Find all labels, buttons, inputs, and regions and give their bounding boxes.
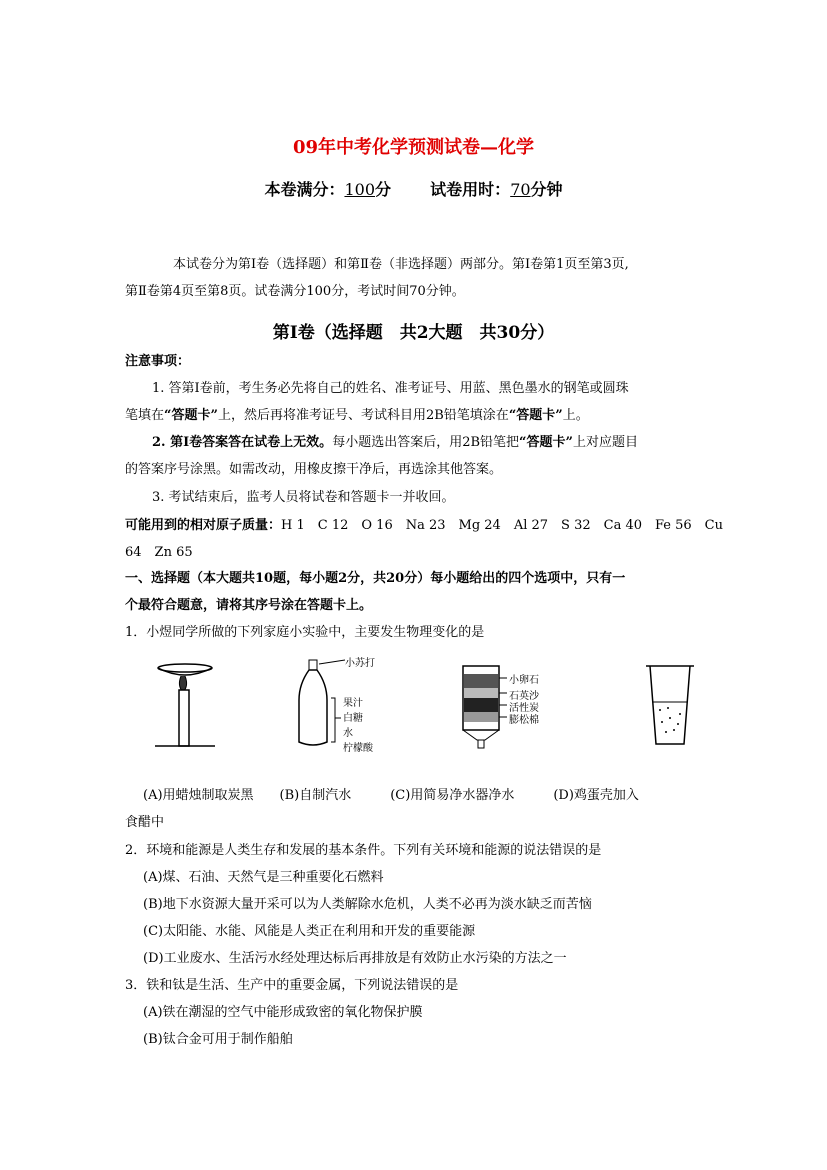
full-score-unit: 分 — [375, 180, 392, 199]
text-span: 每小题选出答案后，用2B铅笔把 — [332, 435, 520, 450]
section-heading: 第Ⅰ卷（选择题 共2大题 共30分） — [272, 323, 555, 343]
text-span: 笔填在 — [125, 408, 165, 423]
full-score-label: 本卷满分： — [264, 180, 345, 199]
notice-item-1a: 1. 答第Ⅰ卷前，考生务必先将自己的姓名、准考证号、用蓝、黑色墨水的钢笔或圆珠 — [152, 381, 629, 396]
label-sand: 石英沙 — [509, 691, 539, 702]
part1-line-2: 个最符合题意，请将其序号涂在答题卡上。 — [125, 598, 373, 613]
part1-line-1: 一、选择题（本大题共10题，每小题2分，共20分）每小题给出的四个选项中，只有一 — [125, 571, 626, 586]
notice-item-1b — [125, 403, 589, 429]
intro-line-1: 本试卷分为第Ⅰ卷（选择题）和第Ⅱ卷（非选择题）两部分。第Ⅰ卷第1页至第3页, — [173, 257, 629, 272]
label-sugar: 白糖 — [343, 713, 363, 724]
q2-option-c: (C)太阳能、水能、风能是人类正在利用和开发的重要能源 — [143, 924, 476, 939]
candle-dish-figure — [155, 660, 215, 750]
text-span: 上。 — [562, 408, 589, 423]
time-value: 70 — [510, 180, 531, 199]
notice-item-3: 3. 考试结束后，监考人员将试卷和答题卡一并收回。 — [152, 490, 455, 505]
q2-option-d: (D)工业废水、生活污水经处理达标后再排放是有效防止水污染的方法之一 — [143, 951, 567, 966]
answer-card-term: “答题卡” — [164, 408, 218, 423]
text-span: 上，然后再将准考证号、考试科目用2B铅笔填涂在 — [217, 408, 509, 423]
answer-card-term: “答题卡” — [508, 408, 563, 423]
beaker-figure — [640, 660, 700, 750]
text-span: 上对应题目 — [572, 435, 638, 450]
atomic-mass-label: 可能用到的相对原子质量： — [125, 518, 282, 533]
atomic-mass-line-2: 64 Zn 65 — [125, 545, 193, 560]
page-title: 09年中考化学预测试卷—化学 — [292, 137, 535, 158]
notice-item-2b: 的答案序号涂黑。如需改动，用橡皮擦干净后，再选涂其他答案。 — [125, 462, 503, 477]
q3-option-a: (A)铁在潮湿的空气中能形成致密的氧化物保护膜 — [143, 1005, 423, 1020]
full-score-value: 100 — [344, 180, 375, 199]
text-span: 2. 第Ⅰ卷答案答在试卷上无效。 — [152, 435, 333, 450]
label-water: 水 — [343, 728, 353, 739]
q3-stem: 3．铁和钛是生活、生产中的重要金属，下列说法错误的是 — [125, 978, 459, 993]
atomic-mass-line-1 — [125, 513, 723, 539]
label-citric: 柠檬酸 — [343, 743, 373, 754]
q1-options: (A)用蜡烛制取炭黑 (B)自制汽水 (C)用简易净水器净水 (D)鸡蛋壳加入 — [143, 788, 639, 803]
q2-option-a: (A)煤、石油、天然气是三种重要化石燃料 — [143, 870, 384, 885]
q1-options-cont: 食醋中 — [125, 815, 165, 830]
atomic-mass-values: H 1 C 12 O 16 Na 23 Mg 24 Al 27 S 32 Ca 40 Fe 56 Cu — [281, 518, 723, 533]
notice-title: 注意事项： — [125, 354, 191, 369]
label-soda: 小苏打 — [345, 658, 375, 669]
intro-line-2: 第Ⅱ卷第4页至第8页。试卷满分100分，考试时间70分钟。 — [125, 284, 465, 299]
q3-option-b: (B)钛合金可用于制作船舶 — [143, 1032, 293, 1047]
q2-option-b: (B)地下水资源大量开采可以为人类解除水危机，人类不必再为淡水缺乏而苦恼 — [143, 897, 592, 912]
water-filter-figure — [455, 660, 515, 750]
time-label: 试卷用时： — [430, 180, 511, 199]
label-juice: 果汁 — [343, 698, 363, 709]
label-cotton: 膨松棉 — [509, 715, 539, 726]
exam-info — [0, 177, 827, 200]
q2-stem: 2．环境和能源是人类生存和发展的基本条件。下列有关环境和能源的说法错误的是 — [125, 843, 602, 858]
notice-item-2a — [152, 430, 638, 456]
label-carbon: 活性炭 — [509, 703, 539, 714]
time-unit: 分钟 — [530, 180, 563, 199]
label-pebble: 小卵石 — [509, 675, 539, 686]
answer-card-term: “答题卡” — [519, 435, 573, 450]
q1-stem: 1．小煜同学所做的下列家庭小实验中，主要发生物理变化的是 — [125, 625, 485, 640]
